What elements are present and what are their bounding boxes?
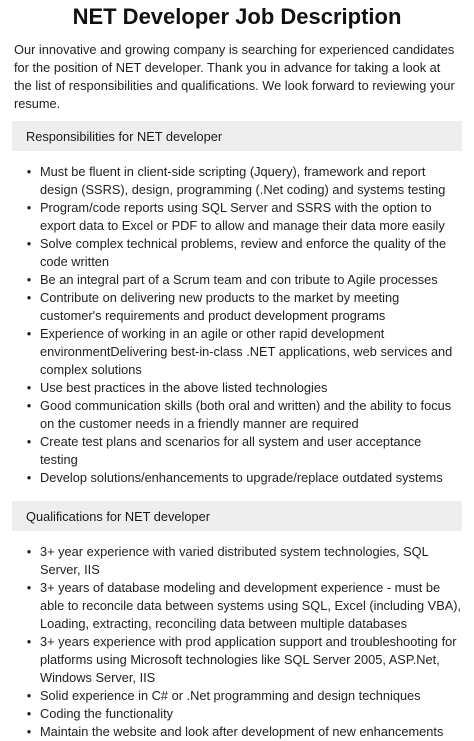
bullet-icon: • (26, 326, 32, 341)
list-item (0, 289, 462, 325)
bullet-icon: • (26, 398, 32, 413)
bullet-icon: • (26, 236, 32, 251)
list-item-text: Maintain the website and look after development of new enhancements (40, 724, 444, 739)
list-item-text: Must be fluent in client-side scripting (Jquery), framework and report design (SSRS), design, programming (.Net coding) and systems testing (40, 164, 446, 197)
list-item-text: 3+ years of database modeling and development experience - must be able to reconcile data between systems using SQL, Excel (including VBA), Loading, extracting, reconciling data between multiple databases (40, 580, 462, 631)
list-item-text: 3+ years experience with prod application support and troubleshooting for platforms using Microsoft technologies like SQL Server 2005, ASP.Net, Windows Server, IIS (40, 634, 457, 685)
bullet-icon: • (26, 290, 32, 305)
list-item (0, 705, 462, 723)
list-item-text: Use best practices in the above listed technologies (40, 380, 328, 395)
page-title: NET Developer Job Description (72, 4, 402, 29)
list-item (0, 235, 462, 271)
list-item-text: Experience of working in an agile or other rapid development environmentDelivering best-in-class .NET applications, web services and complex solutions (40, 326, 453, 377)
list-item (0, 543, 462, 579)
list-item-text: Contribute on delivering new products to the market by meeting customer's requirements and product development programs (40, 290, 400, 323)
list-item (0, 199, 462, 235)
bullet-icon: • (26, 706, 32, 721)
qualifications-heading: Qualifications for NET developer (12, 501, 462, 531)
list-item-text: Solve complex technical problems, review and enforce the quality of the code written (40, 236, 447, 269)
bullet-icon: • (26, 724, 32, 739)
list-item (0, 633, 462, 687)
responsibilities-heading: Responsibilities for NET developer (12, 121, 462, 151)
list-item (0, 163, 462, 199)
list-item-text: Create test plans and scenarios for all system and user acceptance testing (40, 434, 422, 467)
list-item (0, 469, 462, 487)
bullet-icon: • (26, 470, 32, 485)
list-item (0, 579, 462, 633)
list-item-text: Be an integral part of a Scrum team and con tribute to Agile processes (40, 272, 438, 287)
list-item-text: Good communication skills (both oral and written) and the ability to focus on the customer needs in a friendly manner are required (40, 398, 452, 431)
list-item-text: Program/code reports using SQL Server and SSRS with the option to export data to Excel or PDF to allow and manage their data more easily (40, 200, 445, 233)
list-item (0, 379, 462, 397)
bullet-icon: • (26, 164, 32, 179)
list-item (0, 687, 462, 705)
qualifications-list (0, 543, 462, 741)
list-item-text: Develop solutions/enhancements to upgrade/replace outdated systems (40, 470, 443, 485)
list-item (0, 325, 462, 379)
bullet-icon: • (26, 580, 32, 595)
responsibilities-list (0, 163, 462, 487)
list-item (0, 433, 462, 469)
list-item (0, 723, 462, 741)
bullet-icon: • (26, 380, 32, 395)
bullet-icon: • (26, 434, 32, 449)
list-item (0, 397, 462, 433)
list-item-text: 3+ year experience with varied distributed system technologies, SQL Server, IIS (40, 544, 429, 577)
list-item-text: Coding the functionality (40, 706, 174, 721)
bullet-icon: • (26, 200, 32, 215)
list-item-text: Solid experience in C# or .Net programming and design techniques (40, 688, 421, 703)
bullet-icon: • (26, 688, 32, 703)
intro-paragraph: Our innovative and growing company is searching for experienced candidates for the position of NET developer. Thank you in advance for taking a look at the list of responsibilities and qualifications. We look forward to reviewing your resume. (14, 42, 455, 111)
list-item (0, 271, 462, 289)
bullet-icon: • (26, 272, 32, 287)
bullet-icon: • (26, 544, 32, 559)
bullet-icon: • (26, 634, 32, 649)
